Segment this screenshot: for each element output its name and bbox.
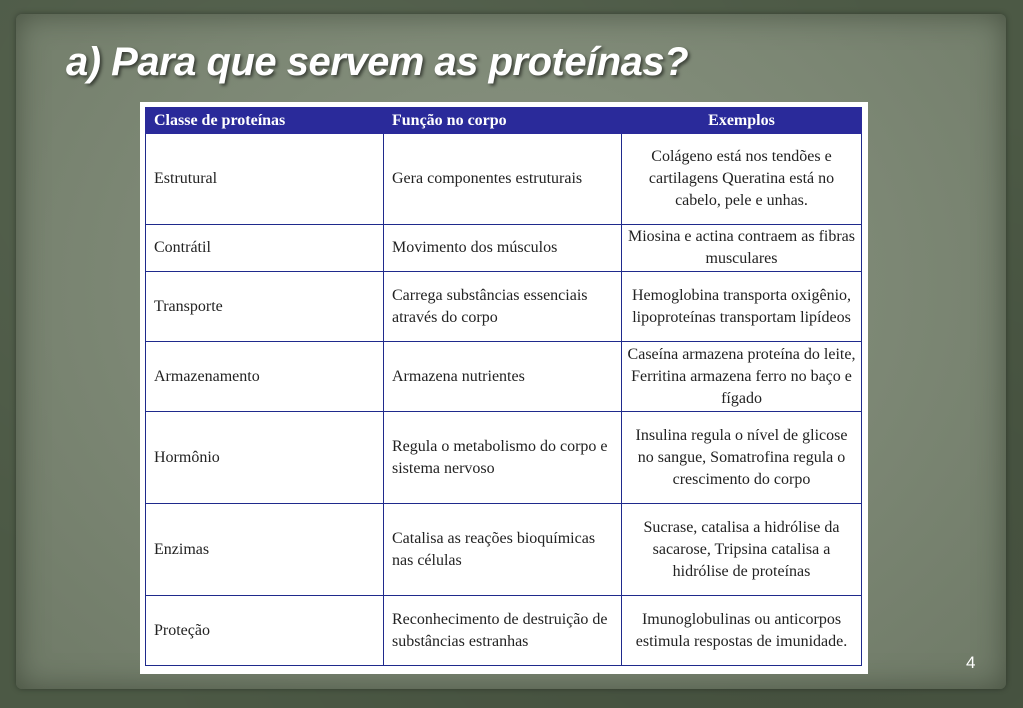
protein-classes-table bbox=[145, 107, 862, 666]
table-row bbox=[146, 596, 862, 666]
cell-funcao: Regula o metabolismo do corpo e sistema nervoso bbox=[384, 412, 622, 504]
protein-table-frame bbox=[140, 102, 868, 674]
cell-exemplos: Hemoglobina transporta oxigênio, lipoproteínas transportam lipídeos bbox=[622, 272, 862, 342]
header-funcao: Função no corpo bbox=[384, 108, 622, 134]
cell-funcao: Armazena nutrientes bbox=[384, 342, 622, 412]
cell-exemplos: Imunoglobulinas ou anticorpos estimula respostas de imunidade. bbox=[622, 596, 862, 666]
cell-funcao: Gera componentes estruturais bbox=[384, 134, 622, 225]
cell-classe: Hormônio bbox=[146, 412, 384, 504]
cell-classe: Armazenamento bbox=[146, 342, 384, 412]
page-number: 4 bbox=[966, 653, 976, 672]
cell-exemplos: Caseína armazena proteína do leite, Ferritina armazena ferro no baço e fígado bbox=[622, 342, 862, 412]
table-header-row bbox=[146, 108, 862, 134]
table-row bbox=[146, 272, 862, 342]
cell-funcao: Reconhecimento de destruição de substâncias estranhas bbox=[384, 596, 622, 666]
table-row bbox=[146, 412, 862, 504]
header-classe: Classe de proteínas bbox=[146, 108, 384, 134]
cell-funcao: Catalisa as reações bioquímicas nas células bbox=[384, 504, 622, 596]
table-row bbox=[146, 225, 862, 272]
cell-classe: Contrátil bbox=[146, 225, 384, 272]
cell-classe: Enzimas bbox=[146, 504, 384, 596]
cell-classe: Transporte bbox=[146, 272, 384, 342]
cell-exemplos: Colágeno está nos tendões e cartilagens Queratina está no cabelo, pele e unhas. bbox=[622, 134, 862, 225]
header-exemplos: Exemplos bbox=[622, 108, 862, 134]
slide-title: a) Para que servem as proteínas? bbox=[66, 40, 689, 84]
cell-exemplos: Sucrase, catalisa a hidrólise da sacarose, Tripsina catalisa a hidrólise de proteínas bbox=[622, 504, 862, 596]
cell-funcao: Carrega substâncias essenciais através do corpo bbox=[384, 272, 622, 342]
table-row bbox=[146, 134, 862, 225]
cell-exemplos: Miosina e actina contraem as fibras musculares bbox=[622, 225, 862, 272]
cell-classe: Proteção bbox=[146, 596, 384, 666]
table-row bbox=[146, 504, 862, 596]
cell-exemplos: Insulina regula o nível de glicose no sangue, Somatrofina regula o crescimento do corpo bbox=[622, 412, 862, 504]
cell-classe: Estrutural bbox=[146, 134, 384, 225]
table-row bbox=[146, 342, 862, 412]
cell-funcao: Movimento dos músculos bbox=[384, 225, 622, 272]
